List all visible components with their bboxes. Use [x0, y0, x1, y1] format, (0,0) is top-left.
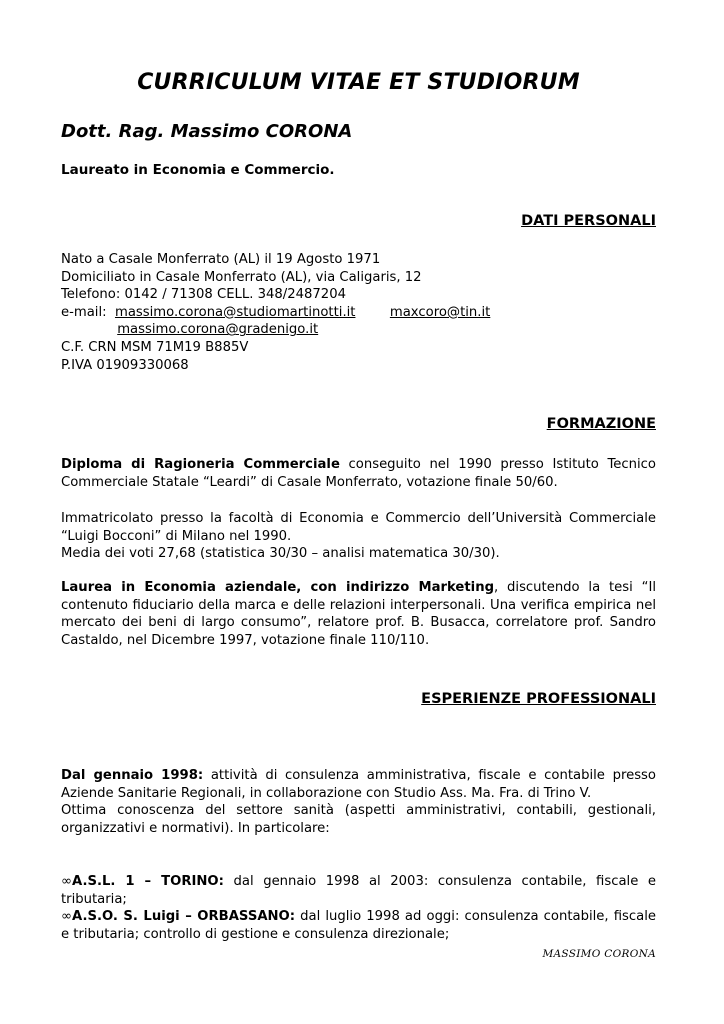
section-heading-experience: ESPERIENZE PROFESSIONALI	[421, 691, 656, 707]
diploma-title: Diploma di Ragioneria Commerciale	[61, 457, 340, 472]
email-line-2	[61, 321, 656, 339]
cf-line: C.F. CRN MSM 71M19 B885V	[61, 339, 249, 355]
experience-period: Dal gennaio 1998:	[61, 768, 204, 783]
laurea-title: Laurea in Economia aziendale, con indirizzo Marketing	[61, 580, 495, 595]
degree-line: Laureato in Economia e Commercio.	[61, 162, 335, 178]
bullet-icon: ∞	[61, 909, 72, 924]
page-footer: MASSIMO CORONA	[542, 948, 656, 960]
education-paragraph-diploma	[61, 456, 656, 491]
diploma-text: conseguito nel 1990 presso Istituto Tecnico Commerciale Statale “Leardi” di Casale Monferrato, votazione finale 50/60.	[61, 457, 656, 490]
personal-info-block	[61, 251, 656, 374]
email-link-tin[interactable]: maxcoro@tin.it	[389, 304, 491, 320]
education-paragraph-university	[61, 510, 656, 563]
email-link-studiomartinotti[interactable]: massimo.corona@studiomartinotti.it	[114, 304, 356, 320]
section-heading-education: FORMAZIONE	[546, 416, 656, 432]
experience-intro	[61, 767, 656, 837]
piva-line: P.IVA 01909330068	[61, 357, 189, 373]
laurea-text: , discutendo la tesi “Il contenuto fiduciario della marca e delle relazioni interpersonali. Una verifica empirica nel mercato dei beni di largo consumo”, relatore prof. B. Busacca, correlatore prof. Sandro Castaldo, nel Dicembre 1997, votazione finale 110/110.	[61, 580, 656, 648]
university-grades: Media dei voti 27,68 (statistica 30/30 – analisi matematica 30/30).	[61, 546, 500, 562]
experience-item-asl1	[61, 873, 656, 908]
item-asl1-title: A.S.L. 1 – TORINO:	[72, 874, 224, 889]
birth-line: Nato a Casale Monferrato (AL) il 19 Agosto 1971	[61, 252, 381, 267]
email-label: e-mail:	[61, 304, 107, 320]
item-asl1-text: dal gennaio 1998 al 2003: consulenza contabile, fiscale e tributaria;	[61, 874, 657, 907]
phone-line: Telefono: 0142 / 71308 CELL. 348/2487204	[61, 287, 346, 303]
experience-intro-text: attività di consulenza amministrativa, fiscale e contabile presso Aziende Sanitarie Regionali, in collaborazione con Studio Ass. Ma. Fra. di Trino V.	[61, 768, 656, 801]
education-paragraph-laurea	[61, 579, 656, 649]
experience-sector-text: Ottima conoscenza del settore sanità (aspetti amministrativi, contabili, gestionali, organizzativi e normativi). In particolare:	[61, 803, 656, 836]
email-line	[61, 304, 656, 322]
person-name: Dott. Rag. Massimo CORONA	[61, 121, 353, 142]
item-aso-text: dal luglio 1998 ad oggi: consulenza contabile, fiscale e tributaria; controllo di gestione e consulenza direzionale;	[61, 909, 656, 942]
address-line: Domiciliato in Casale Monferrato (AL), via Caligaris, 12	[61, 269, 422, 285]
university-enrollment: Immatricolato presso la facoltà di Economia e Commercio dell’Università Commerciale “Luigi Bocconi” di Milano nel 1990.	[61, 511, 656, 544]
email-link-gradenigo[interactable]: massimo.corona@gradenigo.it	[117, 322, 319, 338]
section-heading-personal: DATI PERSONALI	[521, 213, 656, 229]
bullet-icon: ∞	[61, 874, 72, 889]
item-aso-title: A.S.O. S. Luigi – ORBASSANO:	[72, 909, 296, 924]
experience-item-aso	[61, 908, 656, 943]
document-title: CURRICULUM VITAE ET STUDIORUM	[137, 70, 580, 95]
